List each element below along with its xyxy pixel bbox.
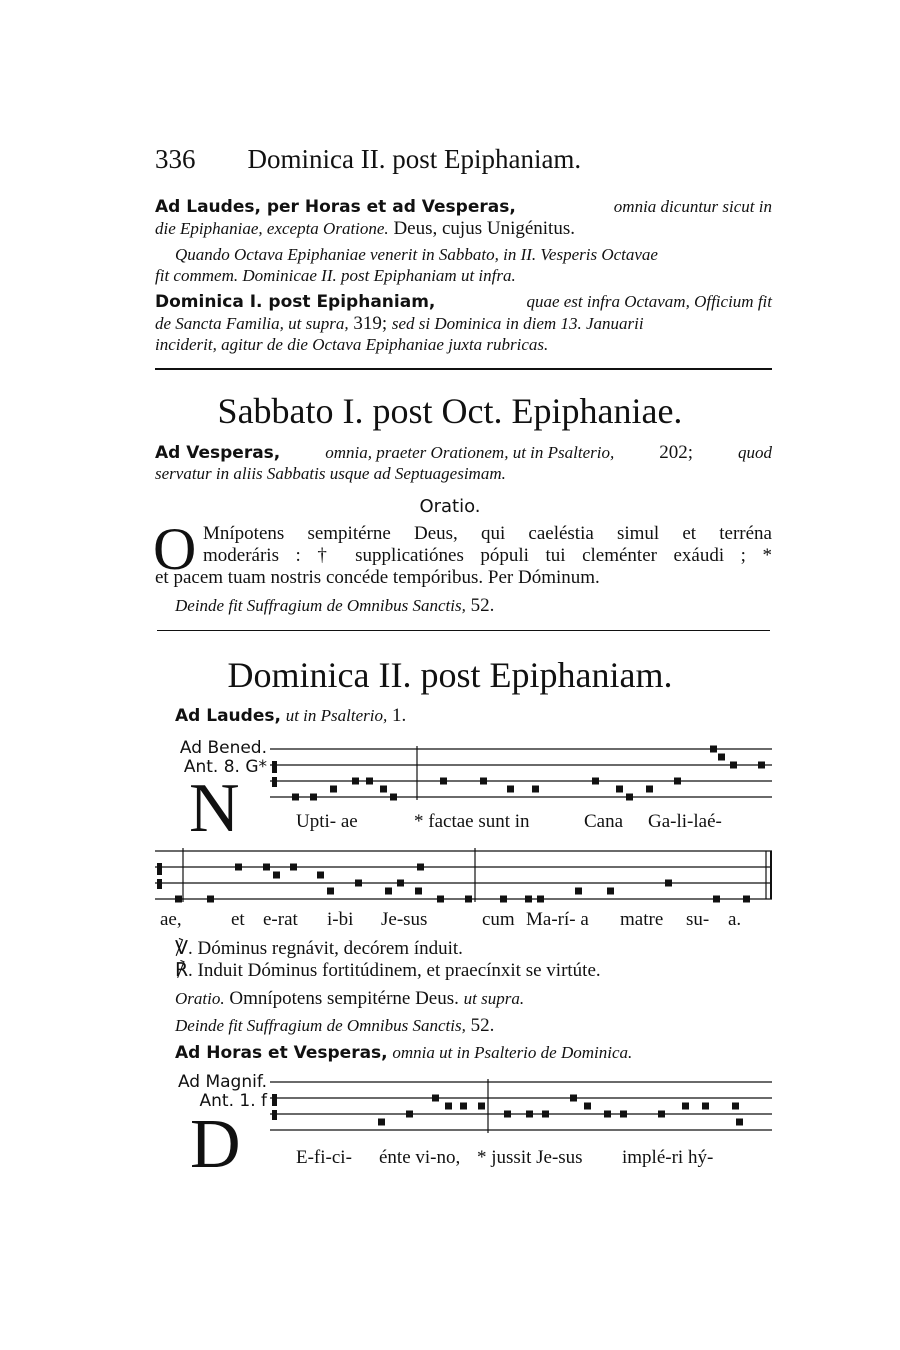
neume-note: [290, 864, 297, 871]
section-divider: [155, 368, 772, 370]
neume-note: [465, 896, 472, 903]
neume-note: [718, 754, 725, 761]
intro-p3-line1: [155, 291, 772, 313]
antiphon-title: Ad Bened.: [179, 738, 267, 758]
laudes-line: [175, 705, 792, 727]
neume-note: [570, 1095, 577, 1102]
neume-note: [175, 896, 182, 903]
lyric-syllables: ae,: [160, 909, 182, 930]
rubric-italic: quae est infra Octavam, Officium fit: [526, 292, 772, 311]
lyric-syllables: su-: [686, 909, 710, 930]
dominica-oratio: [175, 988, 792, 1010]
rubric-roman: 1.: [391, 705, 407, 726]
neume-note: [415, 888, 422, 895]
neume-note: [317, 872, 324, 879]
drop-cap-n: N: [189, 770, 240, 847]
versicle: ℣. Dóminus regnávit, decórem índuit.: [175, 938, 463, 959]
page-number: 336: [155, 144, 196, 174]
running-title: Dominica II. post Epiphaniam.: [247, 144, 582, 174]
rubric-italic: Deinde fit Suffragium de Omnibus Sanctis,: [175, 596, 466, 615]
oratio-label: Oratio.: [419, 496, 481, 517]
clef-mark: [157, 863, 162, 875]
neume-note: [432, 1095, 439, 1102]
rubric-bold: Ad Horas et Vesperas,: [175, 1043, 388, 1063]
neume-note: [310, 794, 317, 801]
neume-note: [620, 1111, 627, 1118]
neume-note: [292, 794, 299, 801]
rubric-roman: 202;: [659, 442, 693, 463]
rubric-bold: Ad Vesperas,: [155, 443, 281, 463]
rubric-italic: ut in Psalterio,: [285, 706, 388, 725]
neume-note: [504, 1111, 511, 1118]
neume-note: [665, 880, 672, 887]
rubric-italic: Deinde fit Suffragium de Omnibus Sanctis,: [175, 1016, 466, 1035]
neume-note: [355, 880, 362, 887]
intro-p2-line1: Quando Octava Epiphaniae venerit in Sabbato, in II. Vesperis Octavae: [175, 245, 658, 264]
neume-note: [758, 762, 765, 769]
rubric-italic: Oratio.: [175, 989, 225, 1008]
rubric-italic: omnia ut in Psalterio de Dominica.: [392, 1043, 633, 1062]
neume-note: [417, 864, 424, 871]
neume-note: [207, 896, 214, 903]
neume-note: [713, 896, 720, 903]
neume-note: [542, 1111, 549, 1118]
oratio-line2: moderáris : † supplicatiónes pópuli tui cleménter exáudi ; *: [203, 545, 772, 566]
neume-note: [674, 778, 681, 785]
neume-note: [500, 896, 507, 903]
neume-note: [352, 778, 359, 785]
clef-mark: [272, 1110, 277, 1120]
neume-note: [730, 762, 737, 769]
rubric-italic: die Epiphaniae, excepta Oratione.: [155, 219, 389, 238]
neume-note: [646, 786, 653, 793]
rubric-bold: Ad Laudes,: [175, 706, 281, 726]
rubric-italic: ut supra.: [463, 989, 525, 1008]
clef-mark: [157, 879, 162, 889]
rubric-roman: 319;: [353, 313, 388, 334]
lyric-syllables: i-bi: [327, 909, 354, 930]
neume-note: [658, 1111, 665, 1118]
lyric-syllables: énte vi-no,: [379, 1147, 461, 1168]
dominica-heading: Dominica II. post Epiphaniam.: [227, 655, 673, 695]
intro-p3-line2: [155, 313, 772, 335]
rubric-bold: Ad Laudes, per Horas et ad Vesperas,: [155, 197, 516, 217]
lyric-syllables: a.: [728, 909, 742, 930]
lyric-syllables: Ma-rí- a: [526, 909, 589, 930]
neume-note: [437, 896, 444, 903]
neume-note: [592, 778, 599, 785]
lyric-syllables: et: [231, 909, 245, 930]
neume-note: [397, 880, 404, 887]
dominica-suffragium: [175, 1015, 792, 1037]
response: ℟. Induit Dóminus fortitúdinem, et praecínxit se virtúte.: [175, 960, 601, 981]
neume-note: [532, 786, 539, 793]
neume-note: [743, 896, 750, 903]
neume-note: [525, 896, 532, 903]
neume-note: [575, 888, 582, 895]
lyric-syllables: Je-sus: [381, 909, 428, 930]
neume-note: [378, 1119, 385, 1126]
neume-note: [607, 888, 614, 895]
neume-note: [478, 1103, 485, 1110]
lyric-syllables: cum: [482, 909, 515, 930]
clef-mark: [272, 777, 277, 787]
neume-note: [616, 786, 623, 793]
horas-line: [175, 1042, 792, 1064]
lyric-syllables: e-rat: [263, 909, 298, 930]
chant-staff-3: [270, 1078, 772, 1148]
antiphon-mode: Ant. 8. G*: [183, 757, 267, 777]
intro-p3-line3: inciderit, agitur de die Octava Epiphaniae juxta rubricas.: [155, 335, 549, 354]
sabbato-heading: Sabbato I. post Oct. Epiphaniae.: [217, 391, 683, 431]
drop-cap-o: O: [153, 516, 197, 582]
neume-note: [710, 746, 717, 753]
neume-note: [584, 1103, 591, 1110]
rubric-roman: Omnípotens sempitérne Deus.: [229, 988, 459, 1009]
lyric-syllables: Upti- ae: [296, 811, 358, 832]
lyric-syllables: * factae sunt in: [414, 811, 530, 832]
rubric-roman: 52.: [470, 1015, 495, 1036]
neume-note: [445, 1103, 452, 1110]
lyric-syllables: Cana: [584, 811, 624, 832]
neume-note: [390, 794, 397, 801]
neume-note: [380, 786, 387, 793]
intro-p2-line2: fit commem. Dominicae II. post Epiphaniam ut infra.: [155, 266, 516, 285]
rubric-italic: omnia dicuntur sicut in: [613, 197, 772, 216]
rubric-italic: quod: [737, 443, 772, 462]
chant-staff-2: [155, 847, 772, 917]
oratio-line3: et pacem tuam nostris concéde tempóribus. Per Dóminum.: [155, 567, 600, 588]
intro-p1-line2: [155, 218, 772, 240]
neume-note: [327, 888, 334, 895]
sabbato-suffragium: [175, 595, 792, 617]
neume-note: [626, 794, 633, 801]
neume-note: [526, 1111, 533, 1118]
neume-note: [537, 896, 544, 903]
rubric-italic: sed si Dominica in diem 13. Januarii: [391, 314, 644, 333]
neume-note: [604, 1111, 611, 1118]
neume-note: [235, 864, 242, 871]
neume-note: [682, 1103, 689, 1110]
lyric-syllables: implé-ri hý-: [622, 1147, 714, 1168]
lyric-syllables: E-fi-ci-: [296, 1147, 352, 1168]
oratio-line1: Mnípotens sempitérne Deus, qui caeléstia simul et terréna: [203, 523, 772, 544]
sabbato-line2: servatur in aliis Sabbatis usque ad Septuagesimam.: [155, 464, 506, 483]
lyric-syllables: matre: [620, 909, 664, 930]
section-divider: [157, 630, 770, 631]
drop-cap-d: D: [190, 1106, 241, 1183]
neume-note: [732, 1103, 739, 1110]
neume-note: [480, 778, 487, 785]
sabbato-line1: [155, 442, 772, 464]
neume-note: [385, 888, 392, 895]
intro-p1-line1: [155, 196, 772, 218]
rubric-italic: de Sancta Familia, ut supra,: [155, 314, 349, 333]
neume-note: [702, 1103, 709, 1110]
rubric-bold: Dominica I. post Epiphaniam,: [155, 292, 436, 312]
neume-note: [273, 872, 280, 879]
rubric-roman: Deus, cujus Unigénitus.: [393, 218, 575, 239]
neume-note: [440, 778, 447, 785]
chant-staff-1: [270, 745, 772, 815]
clef-mark: [272, 761, 277, 773]
neume-note: [736, 1119, 743, 1126]
neume-note: [263, 864, 270, 871]
neume-note: [460, 1103, 467, 1110]
antiphon-title: Ad Magnif.: [177, 1072, 267, 1092]
running-head: [155, 144, 581, 175]
neume-note: [366, 778, 373, 785]
clef-mark: [272, 1094, 277, 1106]
neume-note: [406, 1111, 413, 1118]
rubric-roman: 52.: [470, 595, 495, 616]
neume-note: [507, 786, 514, 793]
neume-note: [330, 786, 337, 793]
lyric-syllables: Ga-li-laé-: [648, 811, 722, 832]
lyric-syllables: * jussit Je-sus: [477, 1147, 583, 1168]
antiphon-mode: Ant. 1. f: [199, 1091, 267, 1111]
rubric-italic: omnia, praeter Orationem, ut in Psalterio,: [325, 443, 615, 462]
